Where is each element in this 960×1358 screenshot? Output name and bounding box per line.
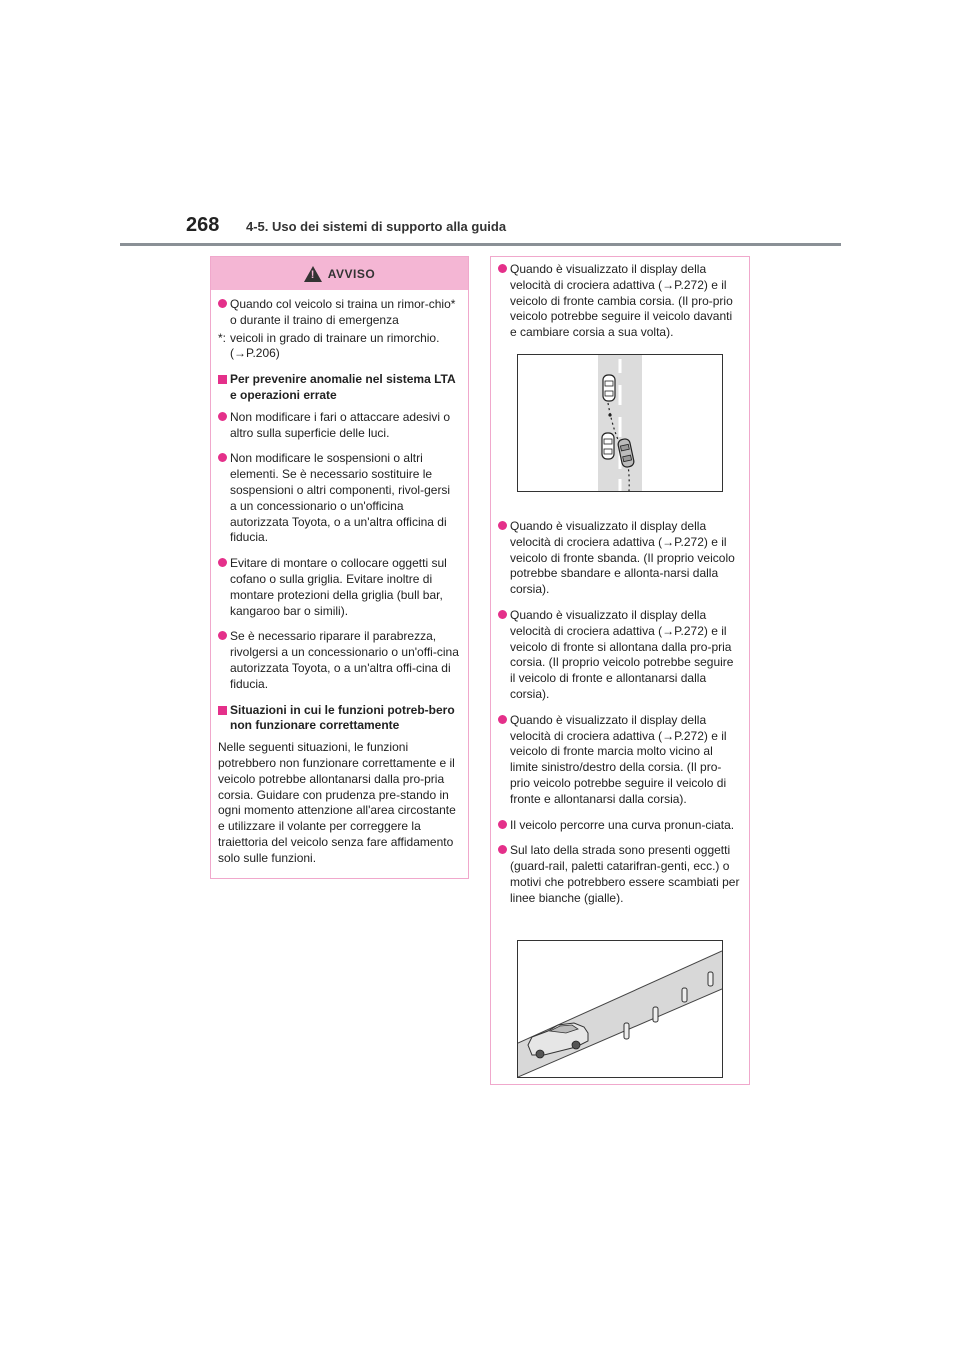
delineator-post-icon bbox=[708, 972, 713, 986]
heading-text: Per prevenire anomalie nel sistema LTA e operazioni errate bbox=[230, 372, 456, 402]
bullet-icon bbox=[218, 558, 227, 567]
lane-change-drawing bbox=[518, 355, 722, 491]
section-title: 4-5. Uso dei sistemi di supporto alla guida bbox=[246, 219, 507, 234]
lane-change-illustration bbox=[517, 354, 723, 492]
bullet-icon bbox=[218, 299, 227, 308]
list-item bbox=[218, 556, 460, 619]
lead-vehicle-icon bbox=[603, 375, 615, 401]
warning-box bbox=[210, 256, 469, 879]
road-surface bbox=[518, 951, 722, 1077]
warning-triangle-icon: ! bbox=[304, 266, 322, 282]
footnote-text: veicoli in grado di trainare un rimorchio. (→P.206) bbox=[230, 330, 440, 361]
bullet-text: Evitare di montare o collocare oggetti sul cofano o sulla griglia. Evitare inoltre di montare protezioni della griglia (bull bar, kangaroo bar o simili). bbox=[230, 556, 447, 618]
bullet-text: Il veicolo percorre una curva pronun-ciata. bbox=[510, 817, 735, 832]
heading-text: Situazioni in cui le funzioni potreb-bero non funzionare correttamente bbox=[230, 702, 455, 733]
list-item bbox=[498, 713, 741, 808]
header-divider bbox=[120, 243, 841, 246]
list-item bbox=[498, 818, 741, 834]
section-heading bbox=[218, 703, 460, 735]
bullet-text: Quando col veicolo si traina un rimor-chio* o durante il traino di emergenza bbox=[230, 297, 456, 327]
bullet-icon bbox=[498, 521, 507, 530]
warning-header bbox=[211, 257, 468, 290]
list-item bbox=[218, 297, 460, 329]
bullet-icon bbox=[218, 453, 227, 462]
bullet-text: Sul lato della strada sono presenti oggetti (guard-rail, paletti catarifran-genti, ecc.) o motivi che potrebbero essere scambiati per linee bianche (gialle). bbox=[510, 843, 740, 905]
roadside-objects-drawing bbox=[518, 941, 722, 1077]
bullet-text: Non modificare i fari o attaccare adesivi o altro sulla superficie delle luci. bbox=[230, 409, 451, 440]
heading-square-icon bbox=[218, 706, 227, 715]
bullet-icon bbox=[498, 715, 507, 724]
bullet-icon bbox=[498, 845, 507, 854]
list-item bbox=[498, 262, 741, 341]
section-heading bbox=[218, 372, 460, 404]
bullet-text: Quando è visualizzato il display della velocità di crociera adattiva (→P.272) e il veicolo di fronte cambia corsia. (Il pro-prio veicolo potrebbe seguire il veicolo davanti e cambiare corsia a sua volta). bbox=[510, 262, 733, 340]
warning-title: AVVISO bbox=[327, 266, 376, 281]
list-item bbox=[498, 843, 741, 906]
delineator-post-icon bbox=[682, 988, 687, 1002]
bullet-icon bbox=[218, 412, 227, 421]
bullet-icon bbox=[498, 264, 507, 273]
bullet-icon bbox=[218, 631, 227, 640]
roadside-objects-illustration bbox=[517, 940, 723, 1078]
list-item bbox=[218, 629, 460, 692]
parked-vehicle-icon bbox=[602, 433, 614, 459]
warning-content bbox=[211, 290, 468, 867]
trajectory-point bbox=[608, 413, 611, 416]
footnote-mark: *: bbox=[218, 330, 227, 345]
delineator-post-icon bbox=[653, 1007, 658, 1022]
heading-square-icon bbox=[218, 375, 227, 384]
bullet-text: Non modificare le sospensioni o altri elementi. Se è necessario sostituire le sospensioni o altri componenti, rivol-gersi a un concessionario o un'officina autorizzata Toyota, o a un'altra officina di fiducia. bbox=[230, 451, 451, 545]
page-number: 268 bbox=[186, 214, 220, 236]
bullet-icon bbox=[498, 610, 507, 619]
list-item bbox=[218, 410, 460, 442]
paragraph: Nelle seguenti situazioni, le funzioni potrebbero non funzionare correttamente e il veicolo potrebbe allontanarsi dalla pro-pria corsia. Guidare con prudenza pre-stando in ogni momento attenzione all'area circostante e utilizzare il volante per correggere la traiettoria del veicolo senza fare affidamento solo sulle funzioni. bbox=[218, 740, 456, 865]
bullet-text: Quando è visualizzato il display della velocità di crociera adattiva (→P.272) e il veicolo di fronte marcia molto vicino al limite sinistro/destro della corsia. (Il pro-prio veicolo potrebbe seguire il veicolo di fronte e allontanarsi dalla corsia). bbox=[510, 712, 727, 806]
bullet-text: Quando è visualizzato il display della velocità di crociera adattiva (→P.272) e il veicolo di fronte sbanda. (Il proprio veicolo potrebbe sbandare e allonta-narsi dalla corsia). bbox=[510, 518, 735, 597]
bullet-icon bbox=[498, 820, 507, 829]
bullet-text: Quando è visualizzato il display della velocità di crociera adattiva (→P.272) e il veicolo di fronte si allontana dalla pro-pria corsia. (Il proprio veicolo potrebbe seguire il veicolo di fronte e allontanarsi dalla corsia). bbox=[510, 607, 734, 701]
bullet-text: Se è necessario riparare il parabrezza, rivolgersi a un concessionario o un'offi-cina autorizzata Toyota, o a un'altra offi-cina di fiducia. bbox=[230, 629, 459, 691]
list-item bbox=[498, 608, 741, 703]
footnote bbox=[218, 331, 460, 363]
delineator-post-icon bbox=[624, 1023, 629, 1039]
list-item bbox=[218, 451, 460, 546]
list-item bbox=[498, 519, 741, 598]
